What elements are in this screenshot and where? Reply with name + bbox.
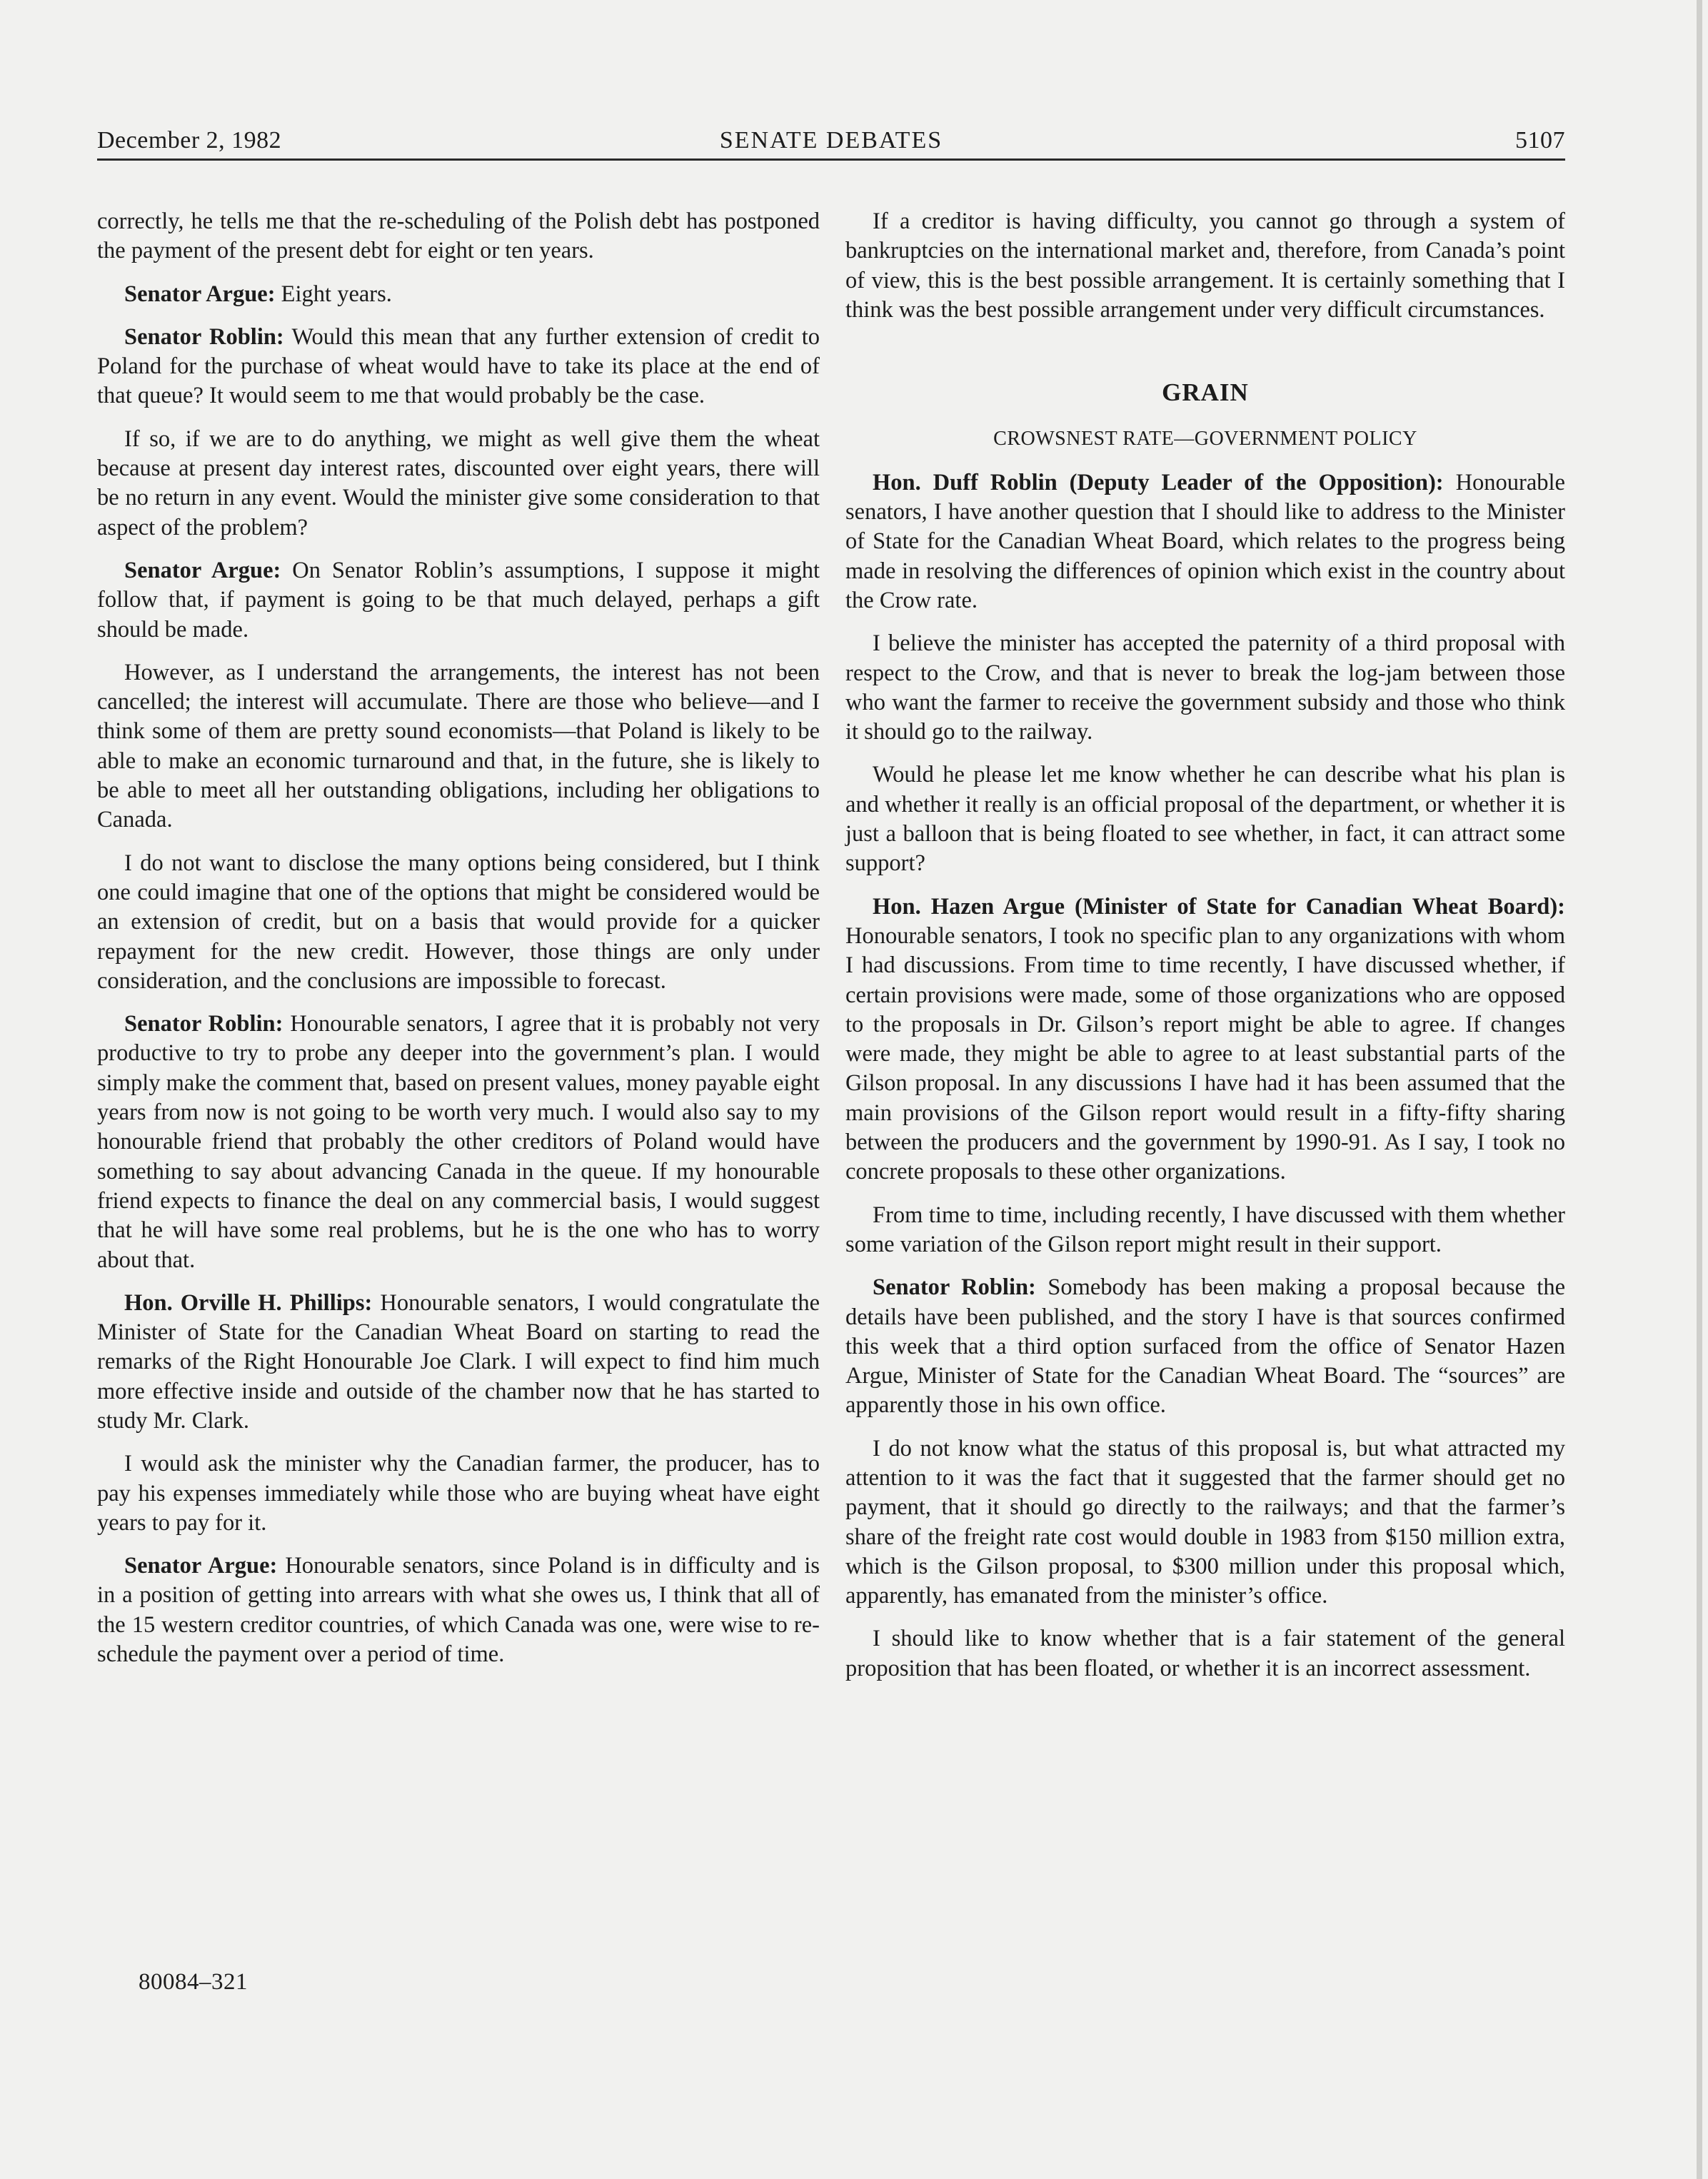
paragraph: I do not want to disclose the many options being considered, but I think one could imagine that one of the options that might be considered would be an extension of credit, but on a basis that would provide for a quicker repayment for the new credit. However, those things are only under consideration, and the conclusions are impossible to forecast. xyxy=(97,850,820,994)
paragraph: Senator Argue: Honourable senators, since Poland is in difficulty and is in a position of getting into arrears with what she owes us, I think that all of the 15 western creditor countries, of which Canada was one, were wise to re-schedule the payment over a period of time. xyxy=(97,1553,820,1668)
paragraph: I should like to know whether that is a fair statement of the general proposition that has been floated, or whether it is an incorrect assessment. xyxy=(845,1626,1565,1681)
speaker-name: Senator Roblin: xyxy=(124,1011,283,1037)
paragraph: Hon. Duff Roblin (Deputy Leader of the Opposition): Honourable senators, I have another question that I should like to address to the Minister of State for the Canadian Wheat Board, which relates to the progress being made in resolving the differences of opinion which exist in the country about the Crow rate. xyxy=(845,469,1565,613)
speaker-name: Senator Roblin: xyxy=(124,323,284,350)
speaker-name: Senator Argue: xyxy=(124,557,281,583)
right-column xyxy=(845,207,1565,1697)
paragraph: If a creditor is having difficulty, you cannot go through a system of bankruptcies on the international market and, therefore, from Canada’s point of view, this is the best possible arrangement. It is certainly something that I think was the best possible arrangement under very difficult circumstances. xyxy=(845,208,1565,323)
paragraph: Senator Roblin: Somebody has been making a proposal because the details have been published, and the story I have is that sources confirmed this week that a third option surfaced from the office of Senator Hazen Argue, Minister of State for the Canadian Wheat Board. The “sources” are apparently those in his own office. xyxy=(845,1274,1565,1419)
speaker-name: Hon. Duff Roblin (Deputy Leader of the Opposition): xyxy=(873,469,1444,495)
paragraph: I believe the minister has accepted the paternity of a third proposal with respect to the Crow, and that is never to break the log-jam between those who want the farmer to receive the government subsidy and those who think it should go to the railway. xyxy=(845,630,1565,745)
paragraph: Senator Argue: On Senator Roblin’s assumptions, I suppose it might follow that, if payment is going to be that much delayed, perhaps a gift should be made. xyxy=(97,557,820,643)
paragraph: Would he please let me know whether he can describe what his plan is and whether it really is an official proposal of the department, or whether it is just a balloon that is being floated to see whether, in fact, it can attract some support? xyxy=(845,762,1565,877)
header-page-number: 5107 xyxy=(1515,127,1565,154)
paragraph: From time to time, including recently, I have discussed with them whether some variation of the Gilson report might result in their support. xyxy=(845,1202,1565,1257)
page-edge xyxy=(1697,0,1702,2179)
paragraph: Senator Argue: Eight years. xyxy=(124,281,392,307)
paragraph: Hon. Orville H. Phillips: Honourable senators, I would congratulate the Minister of State for the Canadian Wheat Board on starting to read the remarks of the Right Honourable Joe Clark. I will expect to find him much more effective inside and outside of the chamber now that he has started to study Mr. Clark. xyxy=(97,1289,820,1434)
section-heading: GRAIN xyxy=(1162,378,1249,407)
speaker-name: Senator Argue: xyxy=(124,281,276,307)
left-column xyxy=(97,207,820,1683)
paragraph: I would ask the minister why the Canadian farmer, the producer, has to pay his expenses immediately while those who are buying wheat have eight years to pay for it. xyxy=(97,1451,820,1536)
footer-code: 80084–321 xyxy=(139,1969,248,1995)
speaker-name: Senator Roblin: xyxy=(873,1274,1036,1301)
paragraph: I do not know what the status of this proposal is, but what attracted my attention to it was the fact that it suggested that the farmer should get no payment, that it should go directly to the railways; and that the farmer’s share of the freight rate cost would double in 1983 from $150 million extra, which is the Gilson proposal, to $300 million under this proposal which, apparently, has emanated from the minister’s office. xyxy=(845,1435,1565,1609)
paragraph: Senator Roblin: Honourable senators, I agree that it is probably not very productive to try to probe any deeper into the government’s plan. I would simply make the comment that, based on present values, money payable eight years from now is not going to be worth very much. I would also say to my honourable friend that probably the other creditors of Poland would have something to say about advancing Canada in the queue. If my honourable friend expects to finance the deal on any commercial basis, I would suggest that he will have some real problems, but he is the one who has to worry about that. xyxy=(97,1011,820,1273)
speaker-name: Senator Argue: xyxy=(124,1553,278,1579)
paragraph: However, as I understand the arrangements, the interest has not been cancelled; the interest will accumulate. There are those who believe—and I think some of them are pretty sound economists—that Poland is likely to be able to make an economic turnaround and that, in the future, she is likely to be able to meet all her outstanding obligations, including her obligations to Canada. xyxy=(97,659,820,833)
speaker-name: Hon. Hazen Argue (Minister of State for Canadian Wheat Board): xyxy=(873,893,1565,920)
paragraph: correctly, he tells me that the re-scheduling of the Polish debt has postponed the payment of the present debt for eight or ten years. xyxy=(97,208,820,264)
page-header xyxy=(97,126,1565,161)
paragraph: Hon. Hazen Argue (Minister of State for Canadian Wheat Board): Honourable senators, I took no specific plan to any organizations with whom I had discussions. From time to time recently, I have discussed whether, if certain provisions were made, some of those organizations who are opposed to the proposals in Dr. Gilson’s report might be able to agree. If changes were made, they might be able to agree to at least substantial parts of the Gilson proposal. In any discussions I have had it has been assumed that the main provisions of the Gilson report would result in a fifty-fifty sharing between the producers and the government by 1990-91. As I say, I took no concrete proposals to these other organizations. xyxy=(845,893,1565,1185)
header-title: SENATE DEBATES xyxy=(719,127,943,154)
header-date: December 2, 1982 xyxy=(97,127,282,154)
paragraph: Senator Roblin: Would this mean that any further extension of credit to Poland for the purchase of wheat would have to take its place at the end of that queue? It would seem to me that would probably be the case. xyxy=(97,323,820,409)
speaker-name: Hon. Orville H. Phillips: xyxy=(124,1289,373,1316)
section-subheading: CROWSNEST RATE—GOVERNMENT POLICY xyxy=(993,428,1417,451)
paragraph: If so, if we are to do anything, we might as well give them the wheat because at present day interest rates, discounted over eight years, there will be no return in any event. Would the minister give some consideration to that aspect of the problem? xyxy=(97,426,820,540)
